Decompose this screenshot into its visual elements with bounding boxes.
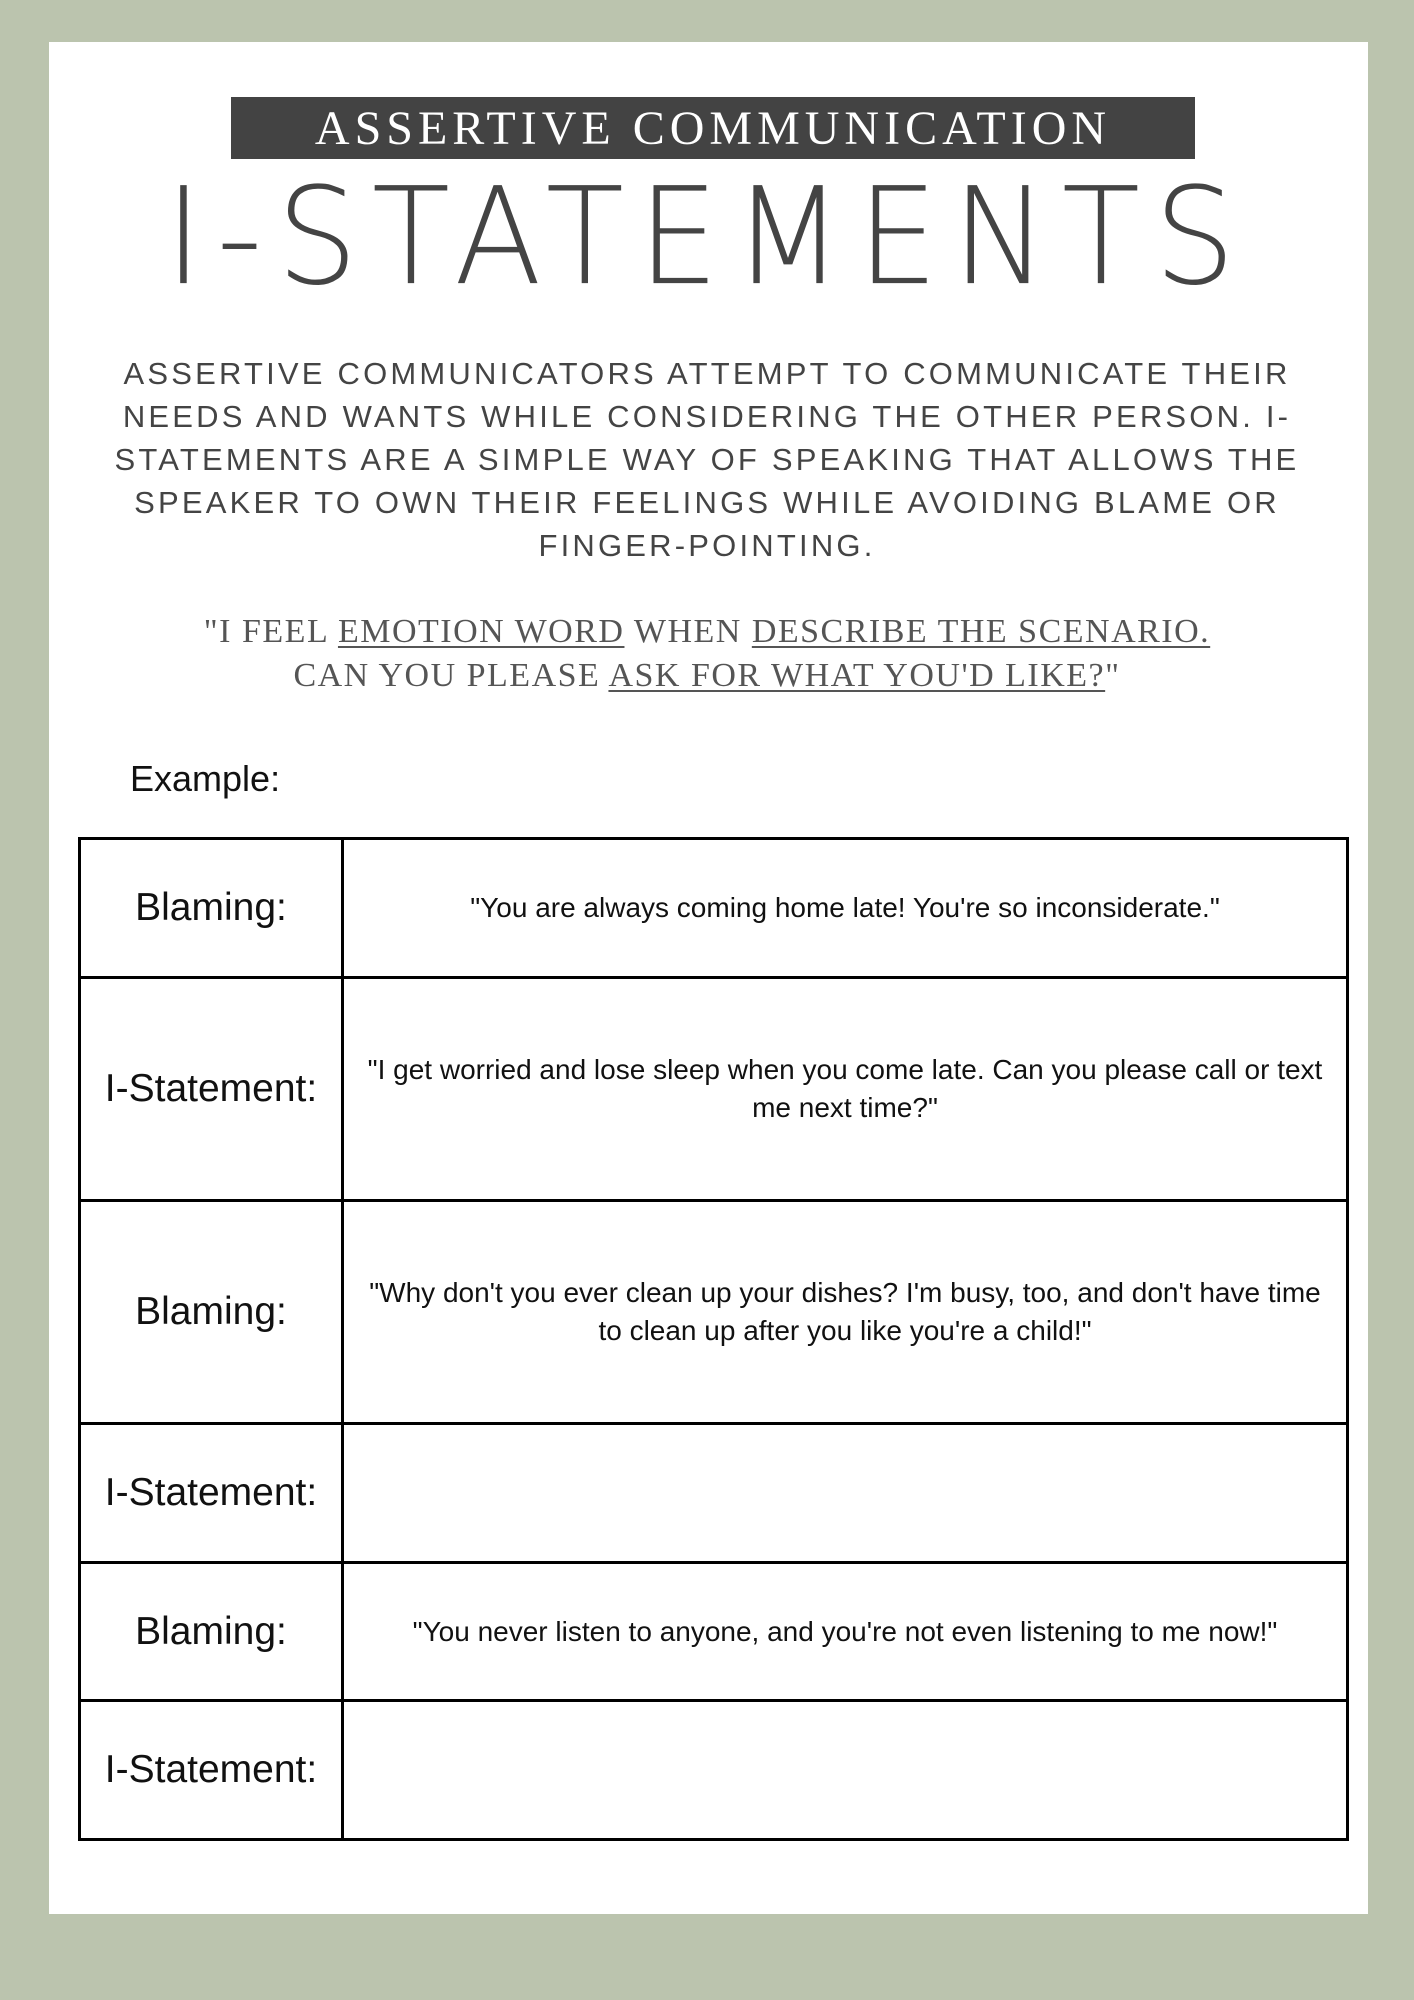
row-label: I-Statement: — [80, 1701, 343, 1840]
row-label: I-Statement: — [80, 1424, 343, 1563]
row-label: Blaming: — [80, 839, 343, 978]
table-row — [80, 839, 1348, 978]
row-text: "Why don't you ever clean up your dishes? I'm busy, too, and don't have time to clean up after you like you're a child!" — [343, 1200, 1348, 1423]
page-title: I-STATEMENTS — [164, 159, 1250, 316]
row-label: Blaming: — [80, 1562, 343, 1701]
table-row — [80, 1200, 1348, 1423]
row-text: "I get worried and lose sleep when you come late. Can you please call or text me next time?" — [343, 977, 1348, 1200]
row-text: "You never listen to anyone, and you're not even listening to me now!" — [343, 1562, 1348, 1701]
answer-field[interactable] — [343, 1701, 1348, 1840]
row-label: Blaming: — [80, 1200, 343, 1423]
answer-field[interactable] — [343, 1424, 1348, 1563]
banner-heading: ASSERTIVE COMMUNICATION — [231, 97, 1195, 159]
table-row — [80, 1701, 1348, 1840]
table-row — [80, 1424, 1348, 1563]
template-text: CAN YOU PLEASE — [293, 657, 609, 694]
row-label: I-Statement: — [80, 977, 343, 1200]
examples-table — [78, 837, 1349, 1841]
template-text: WHEN — [624, 613, 752, 650]
template-text: "I FEEL — [203, 613, 338, 650]
template-blank-request: ASK FOR WHAT YOU'D LIKE? — [608, 657, 1106, 694]
template-text: " — [1105, 657, 1121, 694]
table-row — [80, 977, 1348, 1200]
intro-paragraph: ASSERTIVE COMMUNICATORS ATTEMPT TO COMMUNICATE THEIR NEEDS AND WANTS WHILE CONSIDERING THE OTHER PERSON. I-STATEMENTS ARE A SIMPLE WAY OF SPEAKING THAT ALLOWS THE SPEAKER TO OWN THEIR FEELINGS WHILE AVOIDING BLAME OR FINGER-POINTING. — [114, 356, 1300, 563]
table-row — [80, 1562, 1348, 1701]
row-text: "You are always coming home late! You're so inconsiderate." — [343, 839, 1348, 978]
example-label: Example: — [130, 758, 281, 799]
template-blank-emotion: EMOTION WORD — [337, 613, 625, 650]
template-blank-scenario: DESCRIBE THE SCENARIO. — [751, 613, 1211, 650]
i-statement-template — [100, 610, 1314, 698]
